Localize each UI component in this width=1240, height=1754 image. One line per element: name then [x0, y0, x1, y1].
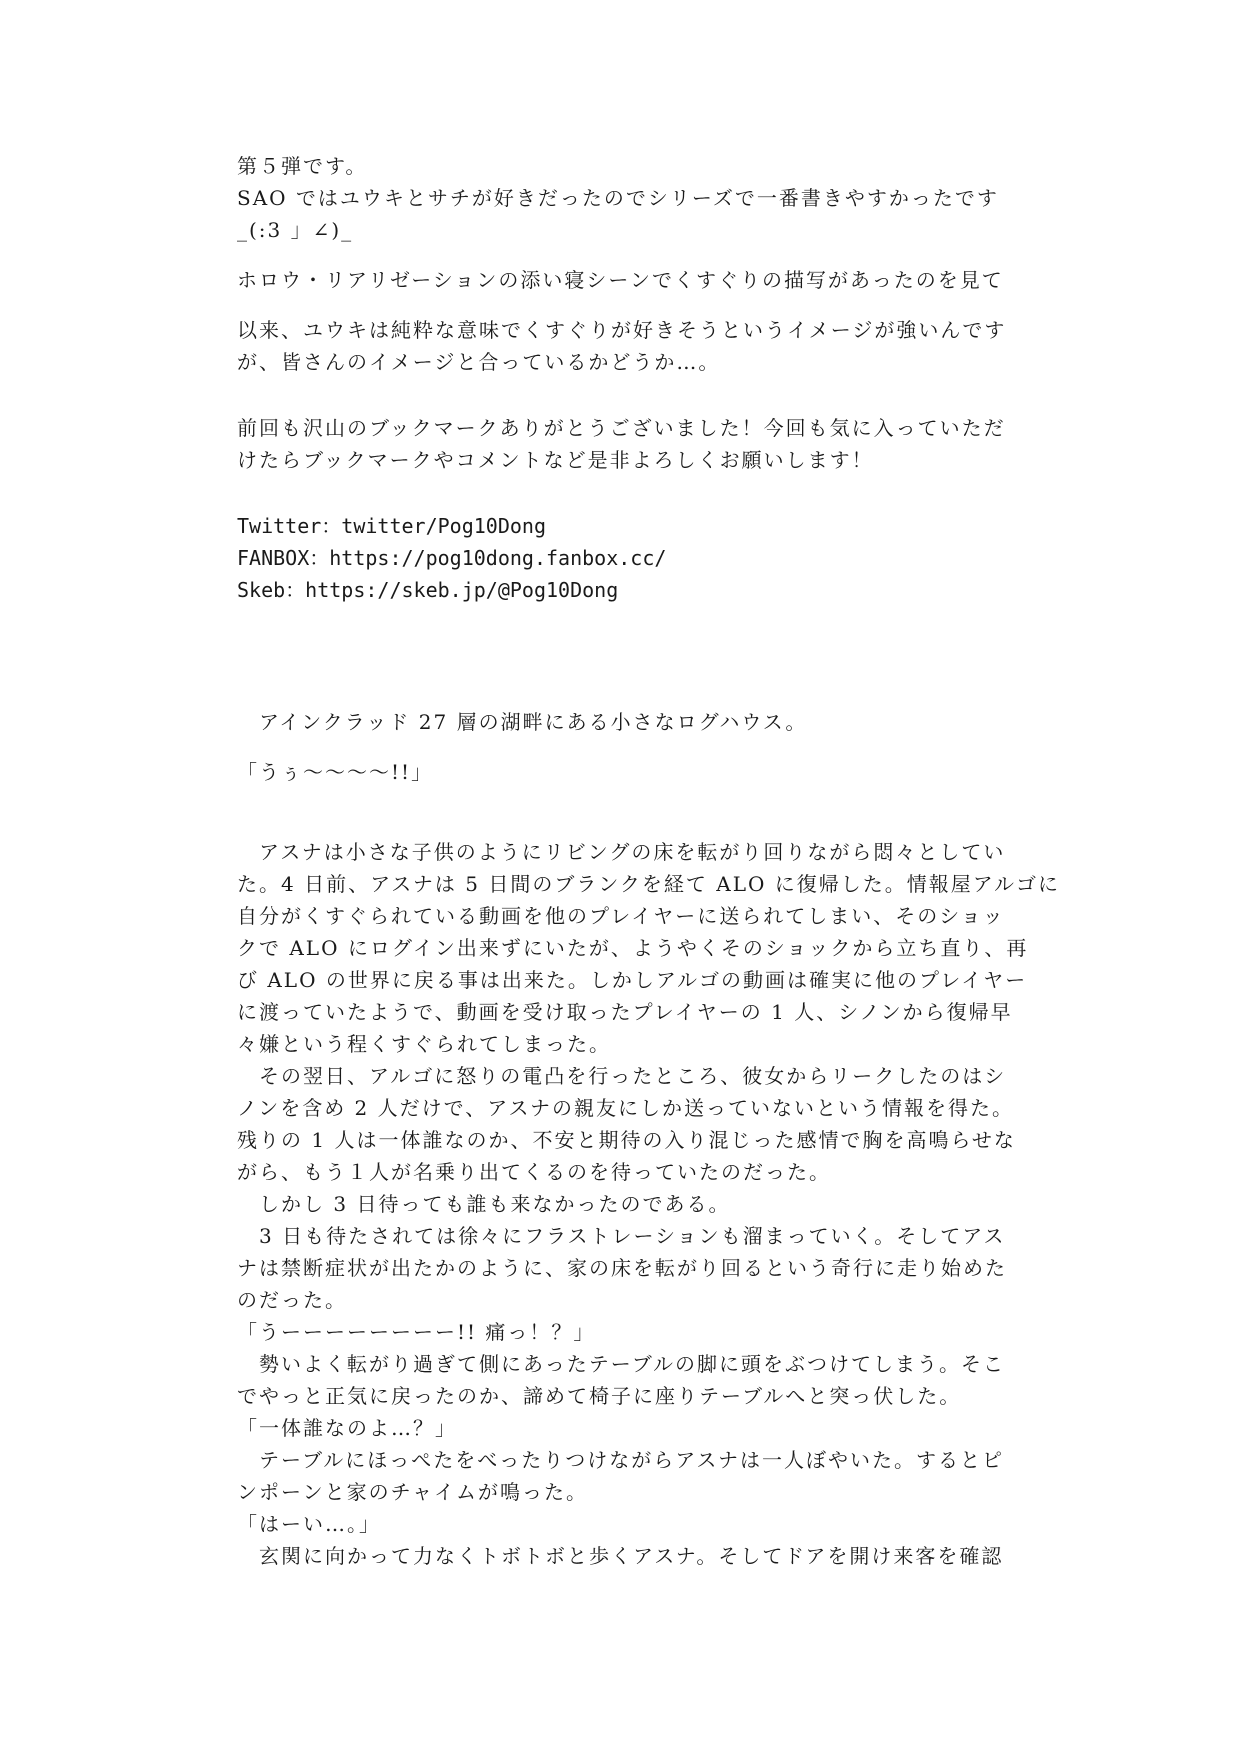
story-line: 々嫌という程くすぐられてしまった。	[237, 1032, 611, 1056]
story-opening	[237, 706, 1013, 738]
story-line: た。4 日前、アスナは 5 日間のブランクを経て ALO に復帰した。情報屋アルゴに	[237, 872, 1060, 896]
preface-line: けたらブックマークやコメントなど是非よろしくお願いします！	[237, 448, 874, 472]
story-line: その翌日、アルゴに怒りの電凸を行ったところ、彼女からリークしたのはシ	[237, 1064, 1007, 1088]
story-line: アインクラッド 27 層の湖畔にある小さなログハウス。	[237, 710, 808, 734]
story-line: び ALO の世界に戻る事は出来た。しかしアルゴの動画は確実に他のプレイヤー	[237, 968, 1028, 992]
story-body	[237, 836, 1060, 1572]
story-line: 自分がくすぐられている動画を他のプレイヤーに送られてしまい、そのショッ	[237, 904, 1005, 928]
story-line: でやっと正気に戻ったのか、諦めて椅子に座りテーブルへと突っ伏した。	[237, 1384, 962, 1408]
preface-line: が、皆さんのイメージと合っているかどうか…。	[237, 350, 721, 374]
story-line: アスナは小さな子供のようにリビングの床を転がり回りながら悶々としてい	[237, 840, 1006, 864]
story-line: 勢いよく転がり過ぎて側にあったテーブルの脚に頭をぶつけてしまう。そこ	[237, 1352, 1005, 1376]
preface-line: ホロウ・リアリゼーションの添い寝シーンでくすぐりの描写があったのを見て	[237, 268, 1004, 292]
story-line: 3 日も待たされては徐々にフラストレーションも溜まっていく。そしてアス	[237, 1224, 1006, 1248]
story-line: ナは禁断症状が出たかのように、家の床を転がり回るという奇行に走り始めた	[237, 1256, 1007, 1280]
preface-line: 第５弾です。	[237, 154, 368, 178]
story-line: のだった。	[237, 1288, 347, 1312]
story-line: ンポーンと家のチャイムが鳴った。	[237, 1480, 588, 1504]
preface-body	[237, 264, 1013, 296]
story-line: 「はーい…。」	[237, 1512, 381, 1536]
preface-body-2	[237, 314, 1013, 378]
story-dialogue-1	[237, 756, 1013, 788]
preface-line: 以来、ユウキは純粋な意味でくすぐりが好きそうというイメージが強いんです	[237, 318, 1007, 342]
story-line: 「うぅ〜〜〜〜!!」	[237, 760, 434, 784]
story-line: クで ALO にログイン出来ずにいたが、ようやくそのショックから立ち直り、再	[237, 936, 1029, 960]
preface-thanks	[237, 412, 1013, 476]
twitter-link[interactable]: Twitter：twitter/Pog10Dong	[237, 514, 546, 538]
story-line: に渡っていたようで、動画を受け取ったプレイヤーの 1 人、シノンから復帰早	[237, 1000, 1013, 1024]
story-line: 「うーーーーーーーー!! 痛っ！？」	[237, 1320, 596, 1344]
preface-line: SAO ではユウキとサチが好きだったのでシリーズで一番書きやすかったです	[237, 186, 999, 210]
skeb-link[interactable]: Skeb：https://skeb.jp/@Pog10Dong	[237, 578, 619, 602]
story-line: 「一体誰なのよ…？」	[237, 1416, 457, 1440]
preface-intro	[237, 150, 1013, 246]
story-line: ノンを含め 2 人だけで、アスナの親友にしか送っていないという情報を得た。	[237, 1096, 1015, 1120]
preface-line: _(:3 」∠)_	[237, 218, 354, 242]
fanbox-link[interactable]: FANBOX：https://pog10dong.fanbox.cc/	[237, 546, 667, 570]
story-line: がら、もう１人が名乗り出てくるのを待っていたのだった。	[237, 1160, 831, 1184]
preface-line: 前回も沢山のブックマークありがとうございました！今回も気に入っていただ	[237, 416, 1006, 440]
social-links	[237, 510, 1013, 606]
story-line: 玄関に向かって力なくトボトボと歩くアスナ。そしてドアを開け来客を確認	[237, 1544, 1004, 1568]
story-line: 残りの 1 人は一体誰なのか、不安と期待の入り混じった感情で胸を高鳴らせな	[237, 1128, 1016, 1152]
story-line: テーブルにほっぺたをべったりつけながらアスナは一人ぼやいた。するとピ	[237, 1448, 1004, 1472]
story-line: しかし 3 日待っても誰も来なかったのである。	[237, 1192, 731, 1216]
